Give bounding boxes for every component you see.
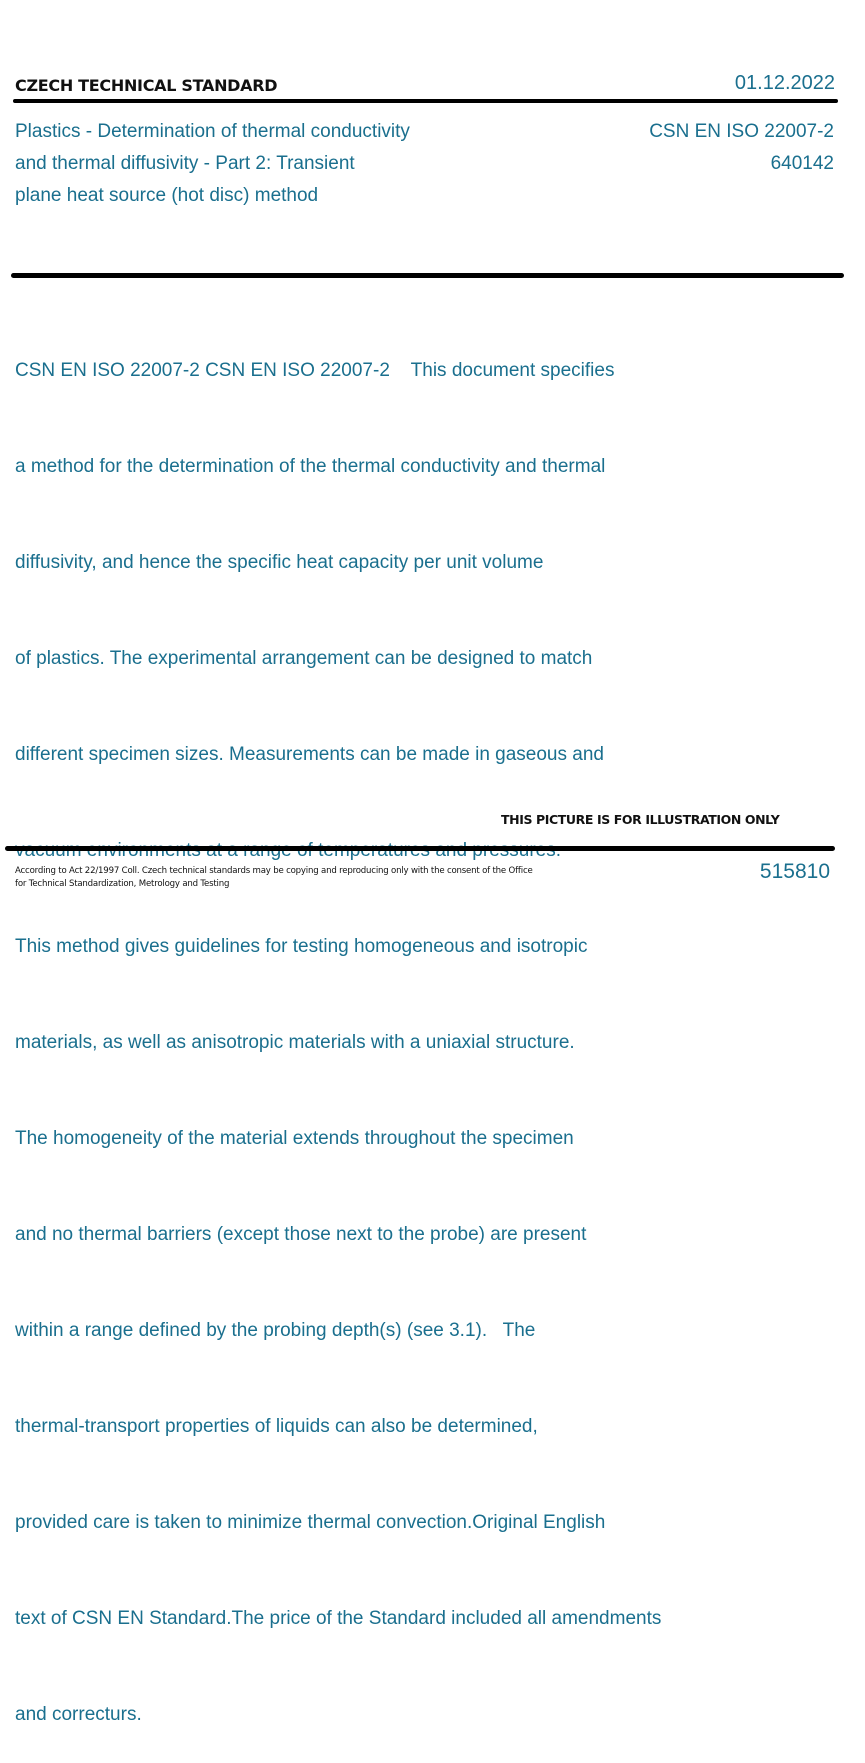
title-line: and thermal diffusivity - Part 2: Transient — [15, 153, 355, 174]
legal-line: for Technical Standardization, Metrology and Testing — [15, 879, 230, 889]
footer-divider — [5, 846, 835, 851]
illustration-disclaimer: THIS PICTURE IS FOR ILLUSTRATION ONLY — [501, 812, 780, 827]
standard-code: CSN EN ISO 22007-2 — [649, 121, 834, 142]
abstract-line: a method for the determination of the thermal conductivity and thermal — [15, 456, 606, 477]
abstract-line: materials, as well as anisotropic materials with a uniaxial structure. — [15, 1032, 575, 1053]
document-number: 515810 — [759, 860, 830, 883]
abstract-line: This method gives guidelines for testing homogeneous and isotropic — [15, 936, 588, 957]
title-divider — [11, 273, 844, 278]
abstract-line: text of CSN EN Standard.The price of the Standard included all amendments — [15, 1608, 662, 1629]
legal-notice — [15, 865, 533, 891]
legal-line: According to Act 22/1997 Coll. Czech technical standards may be copying and reproducing only with the consent of the Office — [15, 866, 533, 876]
abstract-line: The homogeneity of the material extends throughout the specimen — [15, 1128, 574, 1149]
abstract-line — [15, 835, 661, 867]
title-line: Plastics - Determination of thermal conductivity — [15, 121, 410, 142]
publication-date: 01.12.2022 — [734, 72, 835, 94]
abstract-line: within a range defined by the probing depth(s) (see 3.1). The — [15, 1320, 536, 1341]
standard-codes — [649, 116, 834, 180]
abstract-line: diffusivity, and hence the specific heat capacity per unit volume — [15, 552, 544, 573]
classification-number: 640142 — [770, 153, 834, 174]
abstract-line: of plastics. The experimental arrangement can be designed to match — [15, 648, 593, 669]
abstract-line: different specimen sizes. Measurements can be made in gaseous and — [15, 744, 604, 765]
abstract-text — [15, 291, 661, 1763]
document-type-heading: CZECH TECHNICAL STANDARD — [15, 76, 278, 95]
abstract-line: provided care is taken to minimize thermal convection.Original English — [15, 1512, 606, 1533]
abstract-line: and no thermal barriers (except those next to the probe) are present — [15, 1224, 587, 1245]
abstract-line: thermal-transport properties of liquids can also be determined, — [15, 1416, 538, 1437]
abstract-line: and correcturs. — [15, 1704, 142, 1725]
header-divider — [13, 99, 838, 103]
title-line: plane heat source (hot disc) method — [15, 185, 319, 206]
abstract-line: CSN EN ISO 22007-2 CSN EN ISO 22007-2 This document specifies — [15, 360, 615, 381]
standard-title — [15, 116, 410, 212]
